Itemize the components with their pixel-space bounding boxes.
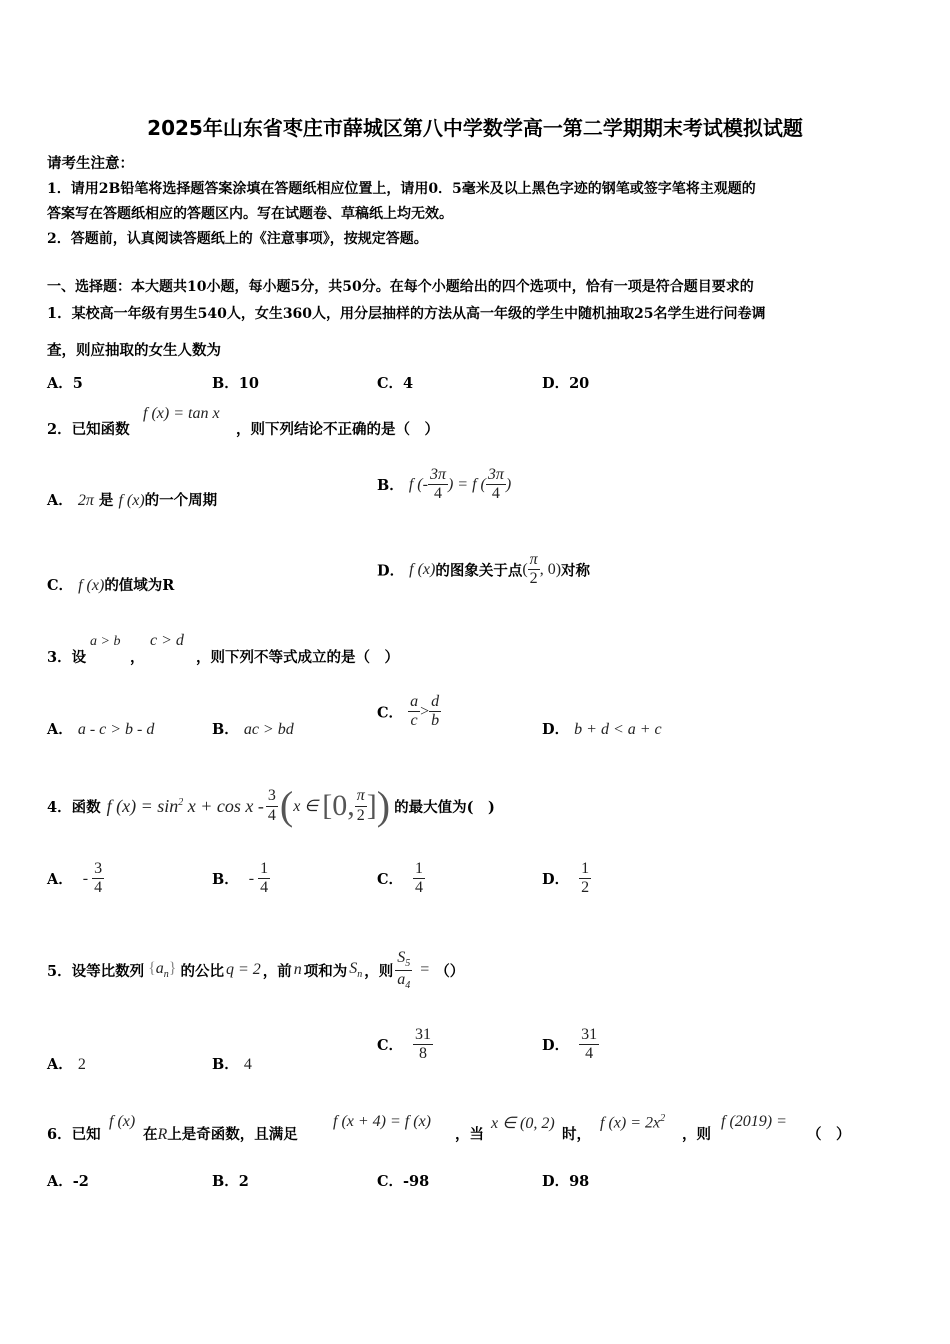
right-paren: ) bbox=[376, 783, 391, 828]
q2-option-c[interactable]: C． f (x)的值域为R bbox=[47, 577, 175, 594]
q6-definition: f $(x) = 2x^2$ bbox=[600, 1113, 666, 1132]
q3-separator: ， bbox=[130, 649, 145, 666]
q1-option-b[interactable]: B．10 bbox=[212, 375, 259, 392]
q2-option-a[interactable]: A． 2π 是 f (x)的一个周期 bbox=[47, 492, 218, 509]
question-1-stem-cont: 查，则应抽取的女生人数为 bbox=[47, 342, 221, 359]
q6-fx: f (x) bbox=[109, 1113, 136, 1130]
fraction-pi-2: $\frac{\pi}{2}$ bbox=[356, 787, 365, 824]
q6-stem-part-4: ，则 bbox=[682, 1126, 711, 1143]
fraction-s5-a4: $\frac{S_5}{a_4}$ bbox=[397, 948, 411, 991]
fraction-1-2: $\frac{1}{2}$ bbox=[581, 860, 590, 897]
notice-heading: 请考生注意： bbox=[47, 155, 134, 172]
q6-periodic-equation: f (x + 4) = f (x) bbox=[333, 1113, 431, 1130]
q5-option-c[interactable]: C． $\frac{31}{8}$ bbox=[377, 1026, 432, 1063]
q3-option-c[interactable]: C． $\frac{a}{c}$ > $\frac{d}{b}$ bbox=[377, 693, 440, 730]
q3-number: 3．设 bbox=[47, 649, 87, 666]
fraction-31-8: $\frac{31}{8}$ bbox=[415, 1026, 432, 1063]
q6-stem-part-3: 时， bbox=[562, 1126, 591, 1143]
q5-option-a[interactable]: A． 2 bbox=[47, 1056, 86, 1073]
math-fx: f (x) bbox=[118, 492, 145, 509]
q3-option-b[interactable]: B． ac > bd bbox=[212, 721, 294, 738]
q6-stem-post: （ ） bbox=[807, 1126, 851, 1143]
q6-option-c[interactable]: C．-98 bbox=[377, 1173, 430, 1190]
q6-option-a[interactable]: A．-2 bbox=[47, 1173, 89, 1190]
sequence-an: $\{a_n\}$ bbox=[148, 959, 177, 981]
question-1-stem bbox=[47, 302, 766, 323]
q4-option-b[interactable]: B． - $\frac{1}{4}$ bbox=[212, 860, 269, 897]
fraction-1-4: $\frac{1}{4}$ bbox=[260, 860, 269, 897]
fraction-3-4: $\frac{3}{4}$ bbox=[94, 860, 103, 897]
q6-interval: x ∈ (0, 2) bbox=[491, 1115, 555, 1132]
q1-option-a[interactable]: A．5 bbox=[47, 375, 83, 392]
notice-line-3: 2．答题前，认真阅读答题纸上的《注意事项》，按规定答题。 bbox=[47, 231, 428, 247]
notice-line-1: 1．请用2B铅笔将选择题答案涂填在答题纸相应位置上，请用0．5毫米及以上黑色字迹的钢笔或签字笔将主观题的 bbox=[47, 181, 756, 197]
q4-option-c[interactable]: C． $\frac{1}{4}$ bbox=[377, 860, 424, 897]
q5-option-b[interactable]: B． 4 bbox=[212, 1056, 252, 1073]
question-5-stem: 5． 设等比数列 $\{a_n\}$ 的公比 q = 2 ，前 n 项和为 $S_n$ ，则 $\frac{S_5}{a_4}$ = （） bbox=[47, 948, 465, 991]
math-2pi: 2π bbox=[77, 492, 94, 509]
q4-option-a[interactable]: A． - $\frac{3}{4}$ bbox=[47, 860, 103, 897]
fraction-3-4: $\frac{3}{4}$ bbox=[267, 787, 276, 824]
fraction-a-c: $\frac{a}{c}$ bbox=[410, 693, 419, 730]
fraction-d-b: $\frac{d}{b}$ bbox=[431, 693, 440, 730]
q4-formula: f $(x) = \sin^2 x + \cos x$ - bbox=[106, 795, 264, 816]
q6-number: 6．已知 bbox=[47, 1126, 101, 1143]
question-text: 某校高一年级有男生540人，女生360人，用分层抽样的方法从高一年级的学生中随机抽取25名学生进行问卷调 bbox=[71, 306, 766, 322]
fraction-3pi-4: $\frac{3\pi}{4}$ bbox=[487, 466, 504, 503]
q6-stem-part-2: ，当 bbox=[455, 1126, 484, 1143]
fraction-pi-2: $\frac{\pi}{2}$ bbox=[529, 551, 538, 588]
q2-stem-post: ，则下列结论不正确的是（ ） bbox=[236, 421, 439, 438]
q4-option-d[interactable]: D． $\frac{1}{2}$ bbox=[542, 860, 590, 897]
q3-condition-1: a > b bbox=[90, 634, 121, 649]
notice-line-2: 答案写在答题纸相应的答题区内。写在试题卷、草稿纸上均无效。 bbox=[47, 206, 453, 222]
fraction-1-4: $\frac{1}{4}$ bbox=[415, 860, 424, 897]
q1-option-d[interactable]: D．20 bbox=[542, 375, 590, 392]
q5-option-d[interactable]: D． $\frac{31}{4}$ bbox=[542, 1026, 598, 1063]
q3-condition-2: c > d bbox=[150, 632, 184, 649]
q6-target-value: f (2019) = bbox=[721, 1113, 787, 1130]
fraction-31-4: $\frac{31}{4}$ bbox=[581, 1026, 598, 1063]
left-paren: ( bbox=[279, 783, 294, 828]
page-title: 2025年山东省枣庄市薛城区第八中学数学高一第二学期期末考试模拟试题 bbox=[147, 116, 803, 140]
q6-option-b[interactable]: B．2 bbox=[212, 1173, 249, 1190]
q2-number: 2．已知函数 bbox=[47, 421, 130, 438]
question-4-stem: 4． 函数 f $(x) = \sin^2 x + \cos x$ - $\frac{3}{4}$ ( x ∈ [0, $\frac{\pi}{2}$ ] ) 的最大值为( ) bbox=[47, 783, 495, 828]
q2-function-formula: f (x) = tan x bbox=[143, 405, 220, 422]
q1-option-c[interactable]: C．4 bbox=[377, 375, 414, 392]
q3-stem-post: ，则下列不等式成立的是（ ） bbox=[196, 649, 399, 666]
question-number: 1． bbox=[47, 305, 72, 322]
q3-option-d[interactable]: D． b + d < a + c bbox=[542, 721, 662, 738]
fraction-3pi-4: $\frac{3\pi}{4}$ bbox=[429, 466, 446, 503]
section-heading: 一、选择题：本大题共10小题，每小题5分，共50分。在每个小题给出的四个选项中，恰有一项是符合题目要求的 bbox=[47, 279, 754, 295]
q3-option-a[interactable]: A． a - c > b - d bbox=[47, 721, 155, 738]
q6-stem-part: 在R上是奇函数，且满足 bbox=[143, 1126, 298, 1143]
q6-option-d[interactable]: D．98 bbox=[542, 1173, 590, 1190]
q2-option-d[interactable]: D． f (x)的图象关于点( $\frac{\pi}{2}$ , 0)对称 bbox=[377, 551, 591, 588]
q2-option-b[interactable]: B． f (- $\frac{3\pi}{4}$ ) = f ( $\frac{3\pi}{4}$ ) bbox=[377, 466, 512, 503]
